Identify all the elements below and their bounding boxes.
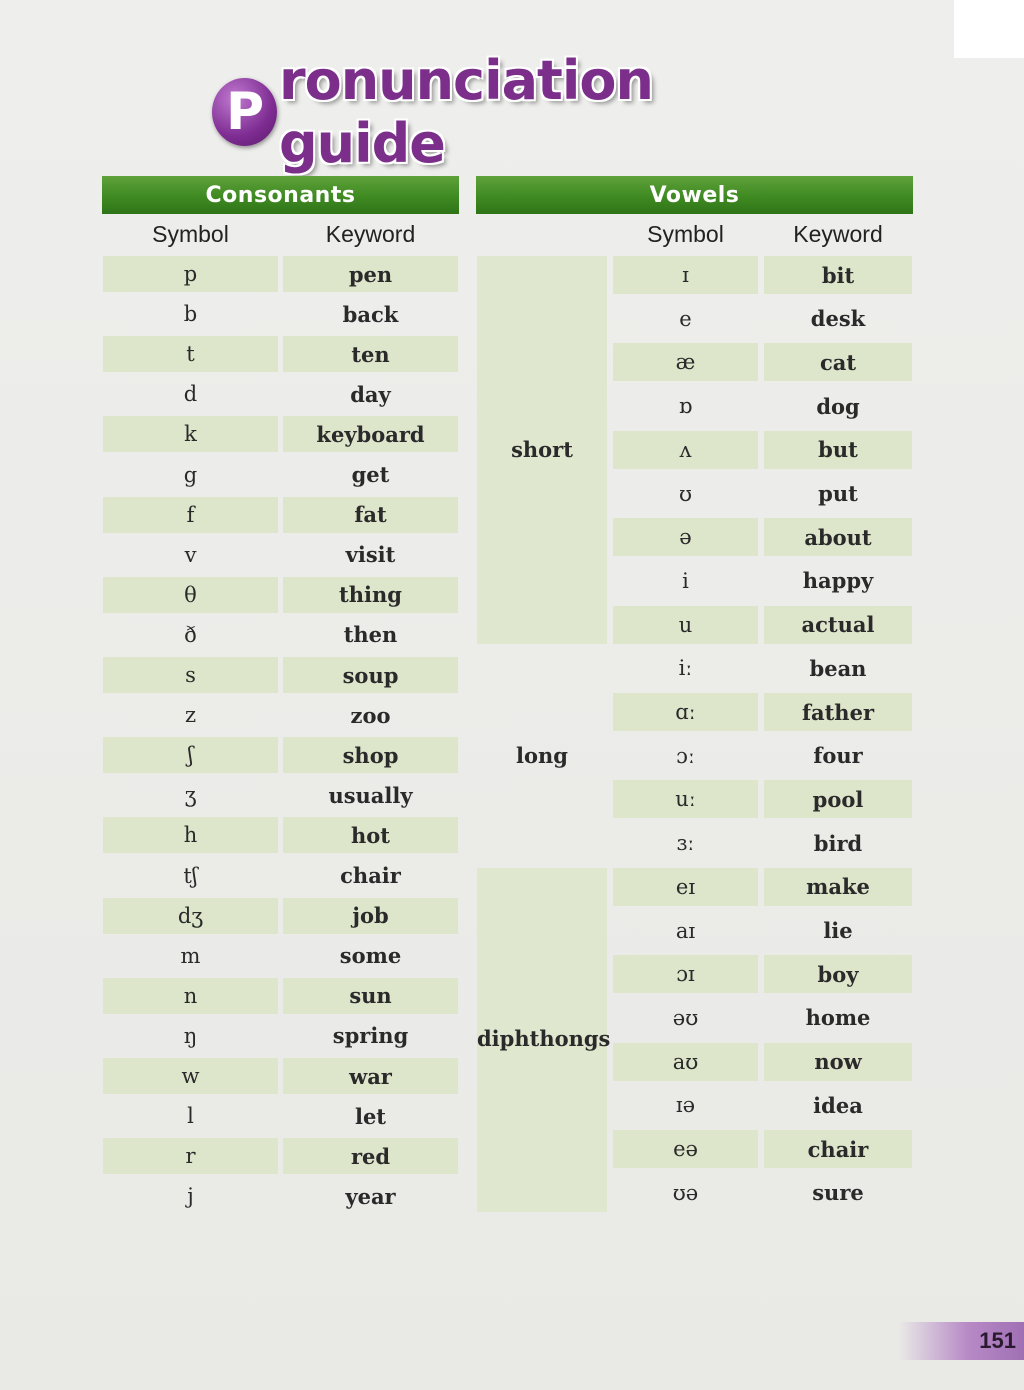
vowel-row	[613, 518, 912, 556]
consonant-row	[103, 1058, 458, 1094]
consonant-symbol: f	[103, 497, 278, 533]
consonant-row	[103, 1138, 458, 1174]
vowel-keyword: father	[764, 693, 912, 731]
consonant-row	[103, 256, 458, 292]
consonant-symbol: r	[103, 1138, 278, 1174]
consonant-keyword: zoo	[350, 702, 391, 728]
vowel-keyword: about	[764, 518, 912, 556]
vowel-keyword: bit	[764, 256, 912, 294]
page-number: 151	[899, 1322, 1024, 1360]
vowel-keyword: make	[764, 868, 912, 906]
consonant-keyword: hot	[283, 817, 458, 853]
consonant-keyword: usually	[328, 782, 413, 808]
vowel-symbol: ɒ	[678, 394, 693, 419]
consonant-keyword: ten	[283, 336, 458, 372]
vowel-keyword: desk	[810, 306, 866, 332]
consonant-symbol: m	[180, 943, 201, 968]
vowel-symbol: uː	[613, 780, 758, 818]
vowel-keyword: dog	[816, 393, 860, 419]
vowel-keyword: pool	[764, 780, 912, 818]
consonant-symbol: tʃ	[183, 863, 198, 888]
consonant-keyword: war	[283, 1058, 458, 1094]
corner-blank	[954, 0, 1024, 58]
vowel-symbol: e	[679, 306, 692, 331]
consonant-keyword: soup	[283, 657, 458, 693]
vowel-keyword: chair	[764, 1130, 912, 1168]
vowel-row	[613, 999, 912, 1037]
vowel-row	[613, 824, 912, 862]
vowel-keyword: boy	[764, 955, 912, 993]
consonant-row	[103, 617, 458, 653]
vowel-row	[613, 780, 912, 818]
vowel-symbol: ɑː	[613, 693, 758, 731]
vowel-keyword: but	[764, 431, 912, 469]
consonant-symbol: n	[103, 978, 278, 1014]
vowel-keyword: four	[813, 743, 863, 769]
vowel-keyword: happy	[802, 568, 874, 594]
vowel-row	[613, 912, 912, 950]
consonant-keyword: chair	[340, 863, 401, 888]
vowel-row	[613, 868, 912, 906]
vowel-keyword: actual	[764, 606, 912, 644]
consonant-symbol: s	[103, 657, 278, 693]
consonant-symbol: b	[183, 302, 198, 327]
vowel-symbol: ɜː	[676, 831, 695, 856]
vowel-symbol: ɔɪ	[613, 955, 758, 993]
vowel-row	[613, 387, 912, 425]
consonant-keyword: get	[351, 462, 390, 487]
vowel-row	[613, 1130, 912, 1168]
consonant-keyword: keyboard	[283, 416, 458, 452]
vowel-symbol: eə	[613, 1130, 758, 1168]
consonant-keyword: back	[342, 301, 399, 327]
consonant-keyword: visit	[345, 542, 396, 568]
consonant-symbol: z	[184, 703, 197, 728]
vowel-row	[613, 562, 912, 600]
consonant-symbol: ʃ	[103, 737, 278, 773]
consonant-symbol: t	[103, 336, 278, 372]
consonant-symbol: l	[187, 1104, 194, 1129]
vowel-keyword: sure	[812, 1180, 864, 1206]
consonant-row	[103, 938, 458, 974]
vowel-row	[613, 431, 912, 469]
consonants-symbol-heading: Symbol	[152, 221, 229, 247]
consonant-keyword: day	[350, 381, 391, 407]
consonant-row	[103, 817, 458, 853]
page-title	[212, 49, 812, 175]
category-long: long	[516, 743, 568, 768]
vowels-keyword-heading: Keyword	[793, 221, 883, 247]
vowel-row	[613, 300, 912, 338]
consonant-keyword: spring	[332, 1023, 409, 1049]
consonant-symbol: g	[183, 462, 198, 487]
consonant-row	[103, 577, 458, 613]
vowel-keyword: bean	[809, 655, 867, 681]
vowel-symbol: ɪə	[675, 1093, 696, 1118]
vowel-symbol: eɪ	[613, 868, 758, 906]
consonant-row	[103, 737, 458, 773]
vowel-symbol: ɔː	[676, 743, 695, 768]
vowel-keyword: bird	[813, 830, 863, 856]
vowel-row	[613, 256, 912, 294]
vowel-keyword: cat	[764, 343, 912, 381]
vowel-symbol: ʌ	[613, 431, 758, 469]
consonant-symbol: ʒ	[184, 783, 197, 808]
consonant-row	[103, 497, 458, 533]
vowels-header: Vowels	[476, 176, 913, 214]
vowel-symbol: ʊ	[678, 481, 693, 506]
vowel-symbol: ə	[613, 518, 758, 556]
vowel-symbol: əʊ	[672, 1005, 699, 1030]
vowel-row	[613, 1086, 912, 1124]
consonant-symbol: θ	[103, 577, 278, 613]
vowel-symbol: i	[682, 568, 689, 593]
vowel-keyword: put	[818, 481, 858, 506]
vowel-symbol: aʊ	[613, 1043, 758, 1081]
consonant-keyword: some	[339, 943, 402, 969]
vowel-symbol: æ	[613, 343, 758, 381]
consonant-keyword: fat	[283, 497, 458, 533]
category-diphthongs: diphthongs	[477, 1026, 611, 1051]
consonant-row	[103, 537, 458, 573]
vowel-row	[613, 955, 912, 993]
consonant-row	[103, 457, 458, 493]
vowel-row	[613, 343, 912, 381]
consonant-symbol: h	[103, 817, 278, 853]
title-initial-badge: P	[212, 78, 277, 146]
vowel-row	[613, 649, 912, 687]
consonant-row	[103, 1178, 458, 1214]
consonant-symbol: k	[103, 416, 278, 452]
consonant-row	[103, 777, 458, 813]
consonant-keyword: shop	[283, 737, 458, 773]
consonant-row	[103, 296, 458, 332]
consonant-keyword: let	[354, 1103, 387, 1129]
consonant-symbol: p	[103, 256, 278, 292]
consonant-symbol: d	[183, 382, 198, 407]
category-short: short	[511, 437, 573, 462]
consonant-row	[103, 416, 458, 452]
vowel-keyword: now	[764, 1043, 912, 1081]
vowel-row	[613, 606, 912, 644]
vowel-symbol: ɪ	[613, 256, 758, 294]
consonant-keyword: sun	[283, 978, 458, 1014]
vowel-symbol: ʊə	[672, 1180, 699, 1205]
consonant-symbol: j	[187, 1184, 194, 1209]
vowel-row	[613, 1174, 912, 1212]
consonant-symbol: ð	[184, 622, 197, 647]
consonant-row	[103, 336, 458, 372]
consonant-row	[103, 376, 458, 412]
consonant-symbol: w	[103, 1058, 278, 1094]
vowel-row	[613, 693, 912, 731]
vowel-symbol: u	[613, 606, 758, 644]
consonant-symbol: v	[184, 542, 197, 567]
consonant-row	[103, 1018, 458, 1054]
consonants-keyword-heading: Keyword	[325, 221, 416, 247]
consonant-row	[103, 1098, 458, 1134]
vowel-row	[613, 475, 912, 513]
consonant-row	[103, 657, 458, 693]
vowel-keyword: idea	[813, 1092, 863, 1118]
consonant-keyword: pen	[283, 256, 458, 292]
consonant-keyword: year	[345, 1183, 396, 1209]
consonant-keyword: then	[343, 622, 398, 648]
consonants-header: Consonants	[102, 176, 459, 214]
vowel-keyword: home	[805, 1005, 871, 1031]
vowel-symbol: aɪ	[675, 918, 696, 943]
vowel-row	[613, 1043, 912, 1081]
title-text: ronunciation guide	[279, 49, 653, 175]
consonant-row	[103, 697, 458, 733]
consonant-row	[103, 978, 458, 1014]
consonant-keyword: job	[283, 898, 458, 934]
consonant-row	[103, 898, 458, 934]
consonant-row	[103, 858, 458, 894]
consonant-symbol: dʒ	[103, 898, 278, 934]
vowel-symbol: iː	[678, 656, 693, 681]
vowel-keyword: lie	[823, 918, 853, 943]
vowel-row	[613, 737, 912, 775]
vowels-symbol-heading: Symbol	[647, 221, 724, 247]
consonant-keyword: thing	[283, 577, 458, 613]
consonant-keyword: red	[283, 1138, 458, 1174]
consonant-symbol: ŋ	[183, 1023, 198, 1048]
